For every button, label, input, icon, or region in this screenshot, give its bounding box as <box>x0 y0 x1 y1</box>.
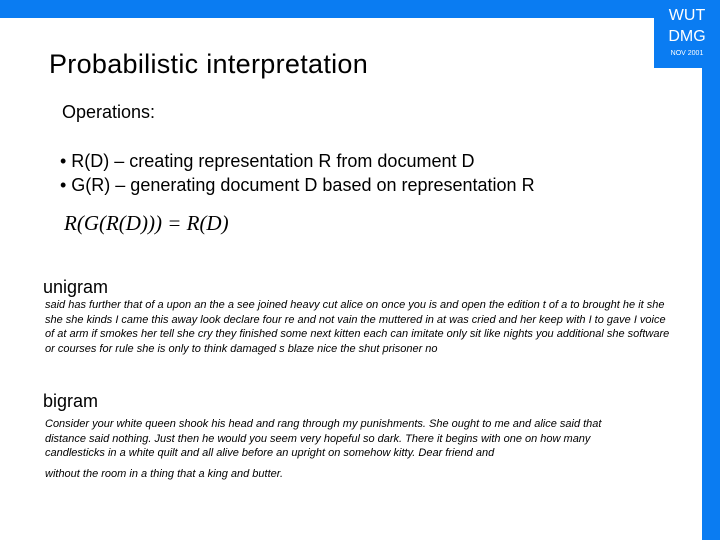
operations-heading: Operations: <box>62 102 156 122</box>
bigram-sample-tail: without the room in a thing that a king and butter. <box>45 468 284 480</box>
operation-item: • R(D) – creating representation R from document D <box>60 151 475 171</box>
logo-box <box>654 0 720 68</box>
formula: R(G(R(D))) = R(D) <box>64 211 229 235</box>
unigram-label: unigram <box>43 277 109 297</box>
top-accent-bar <box>0 0 720 18</box>
logo-dmg: DMG <box>668 28 706 45</box>
logo-date: NOV 2001 <box>670 50 704 57</box>
slide-title: Probabilistic interpretation <box>49 49 369 79</box>
operation-item: • G(R) – generating document D based on representation R <box>60 175 535 195</box>
unigram-sample-text: said has further that of a upon an the a see joined heavy cut alice on once you is and open the edition t of a to brought he it she she she kinds I came this away look declare four re and not vain the muttered in at was cried and her keep with I to gave I voice of at arm if smokes her tell she cry they finished some next kitten each can imitate only sit like nights you additional she software or courses for rule she is only to think damaged s blaze nice the shut prisoner no <box>45 299 670 355</box>
logo-wut: WUT <box>668 7 706 24</box>
bigram-sample-text: Consider your white queen shook his head and rang through my punishments. She ought to me and alice said that distance said nothing. Just then he would you seem very hopeful so dark. There it begins with one on how many candlesticks in a white quilt and all alive before an upright on somehow kitty. Dear friend and <box>45 418 602 459</box>
operations-list <box>60 149 535 197</box>
right-accent-bar <box>702 0 720 540</box>
bigram-label: bigram <box>43 391 99 411</box>
